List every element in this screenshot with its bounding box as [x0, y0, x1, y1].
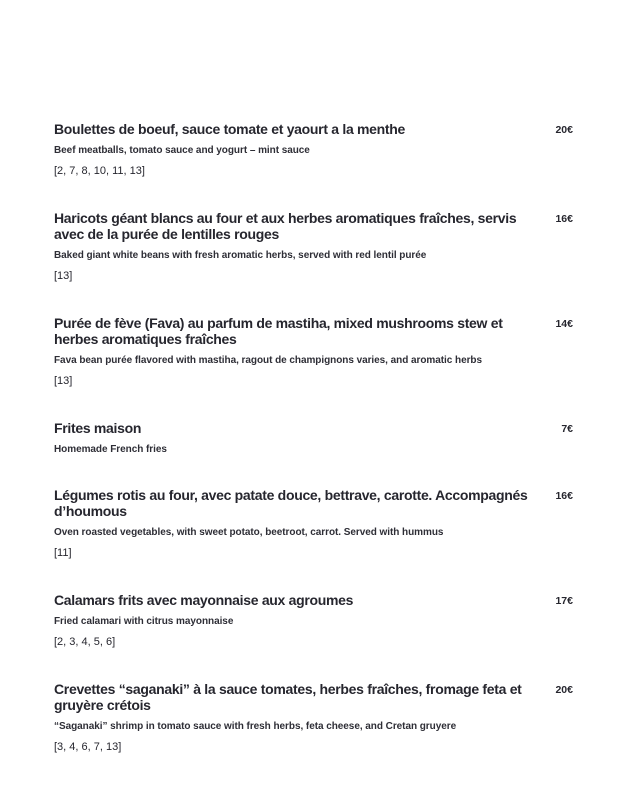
menu-item-text: [54, 592, 532, 649]
menu-item-title: Crevettes “saganaki” à la sauce tomates, herbes fraîches, fromage feta et gruyère crétois: [54, 681, 522, 713]
menu-item-price: 20€: [555, 684, 573, 696]
menu-item-allergens: [13]: [54, 270, 73, 282]
menu-item-price: 16€: [555, 213, 573, 225]
menu-item-description: “Saganaki” shrimp in tomato sauce with fresh herbs, feta cheese, and Cretan gruyere: [54, 721, 457, 732]
menu-item-description: Homemade French fries: [54, 444, 167, 455]
menu-item-description: Oven roasted vegetables, with sweet potato, beetroot, carrot. Served with hummus: [54, 527, 444, 538]
menu-item-title: Purée de fève (Fava) au parfum de mastiha, mixed mushrooms stew et herbes aromatiques fraîches: [54, 315, 503, 347]
menu-item: [54, 487, 573, 560]
menu-item-title: Boulettes de boeuf, sauce tomate et yaourt a la menthe: [54, 121, 405, 137]
menu-item-title: Calamars frits avec mayonnaise aux agroumes: [54, 592, 354, 608]
menu-item-price: 14€: [555, 318, 573, 330]
menu-list: [54, 121, 573, 754]
menu-item-description: Fava bean purée flavored with mastiha, ragout de champignons varies, and aromatic herbs: [54, 355, 482, 366]
menu-item-allergens: [13]: [54, 375, 73, 387]
menu-item-text: [54, 210, 532, 283]
menu-item-allergens: [11]: [54, 547, 72, 559]
menu-item-text: [54, 420, 532, 455]
menu-item-title: Frites maison: [54, 420, 142, 436]
menu-item-description: Baked giant white beans with fresh aromatic herbs, served with red lentil purée: [54, 250, 427, 261]
menu-item: [54, 681, 573, 754]
menu-item-allergens: [2, 7, 8, 10, 11, 13]: [54, 165, 145, 177]
menu-item: [54, 315, 573, 388]
menu-item-text: [54, 121, 532, 178]
menu-item-price: 7€: [561, 423, 573, 435]
menu-item-title: Haricots géant blancs au four et aux herbes aromatiques fraîches, servis avec de la purée de lentilles rouges: [54, 210, 517, 242]
menu-item-price: 20€: [555, 124, 573, 136]
menu-item-text: [54, 487, 532, 560]
menu-item-allergens: [2, 3, 4, 5, 6]: [54, 636, 116, 648]
menu-item-description: Fried calamari with citrus mayonnaise: [54, 616, 234, 627]
menu-item: [54, 210, 573, 283]
menu-item-price: 16€: [555, 490, 573, 502]
menu-item-description: Beef meatballs, tomato sauce and yogurt – mint sauce: [54, 145, 310, 156]
menu-item-title: Légumes rotis au four, avec patate douce, bettrave, carotte. Accompagnés d’houmous: [54, 487, 528, 519]
menu-item: [54, 121, 573, 178]
menu-item: [54, 592, 573, 649]
menu-item-text: [54, 681, 532, 754]
menu-item: [54, 420, 573, 455]
menu-item-text: [54, 315, 532, 388]
menu-item-allergens: [3, 4, 6, 7, 13]: [54, 741, 122, 753]
menu-item-price: 17€: [555, 595, 573, 607]
